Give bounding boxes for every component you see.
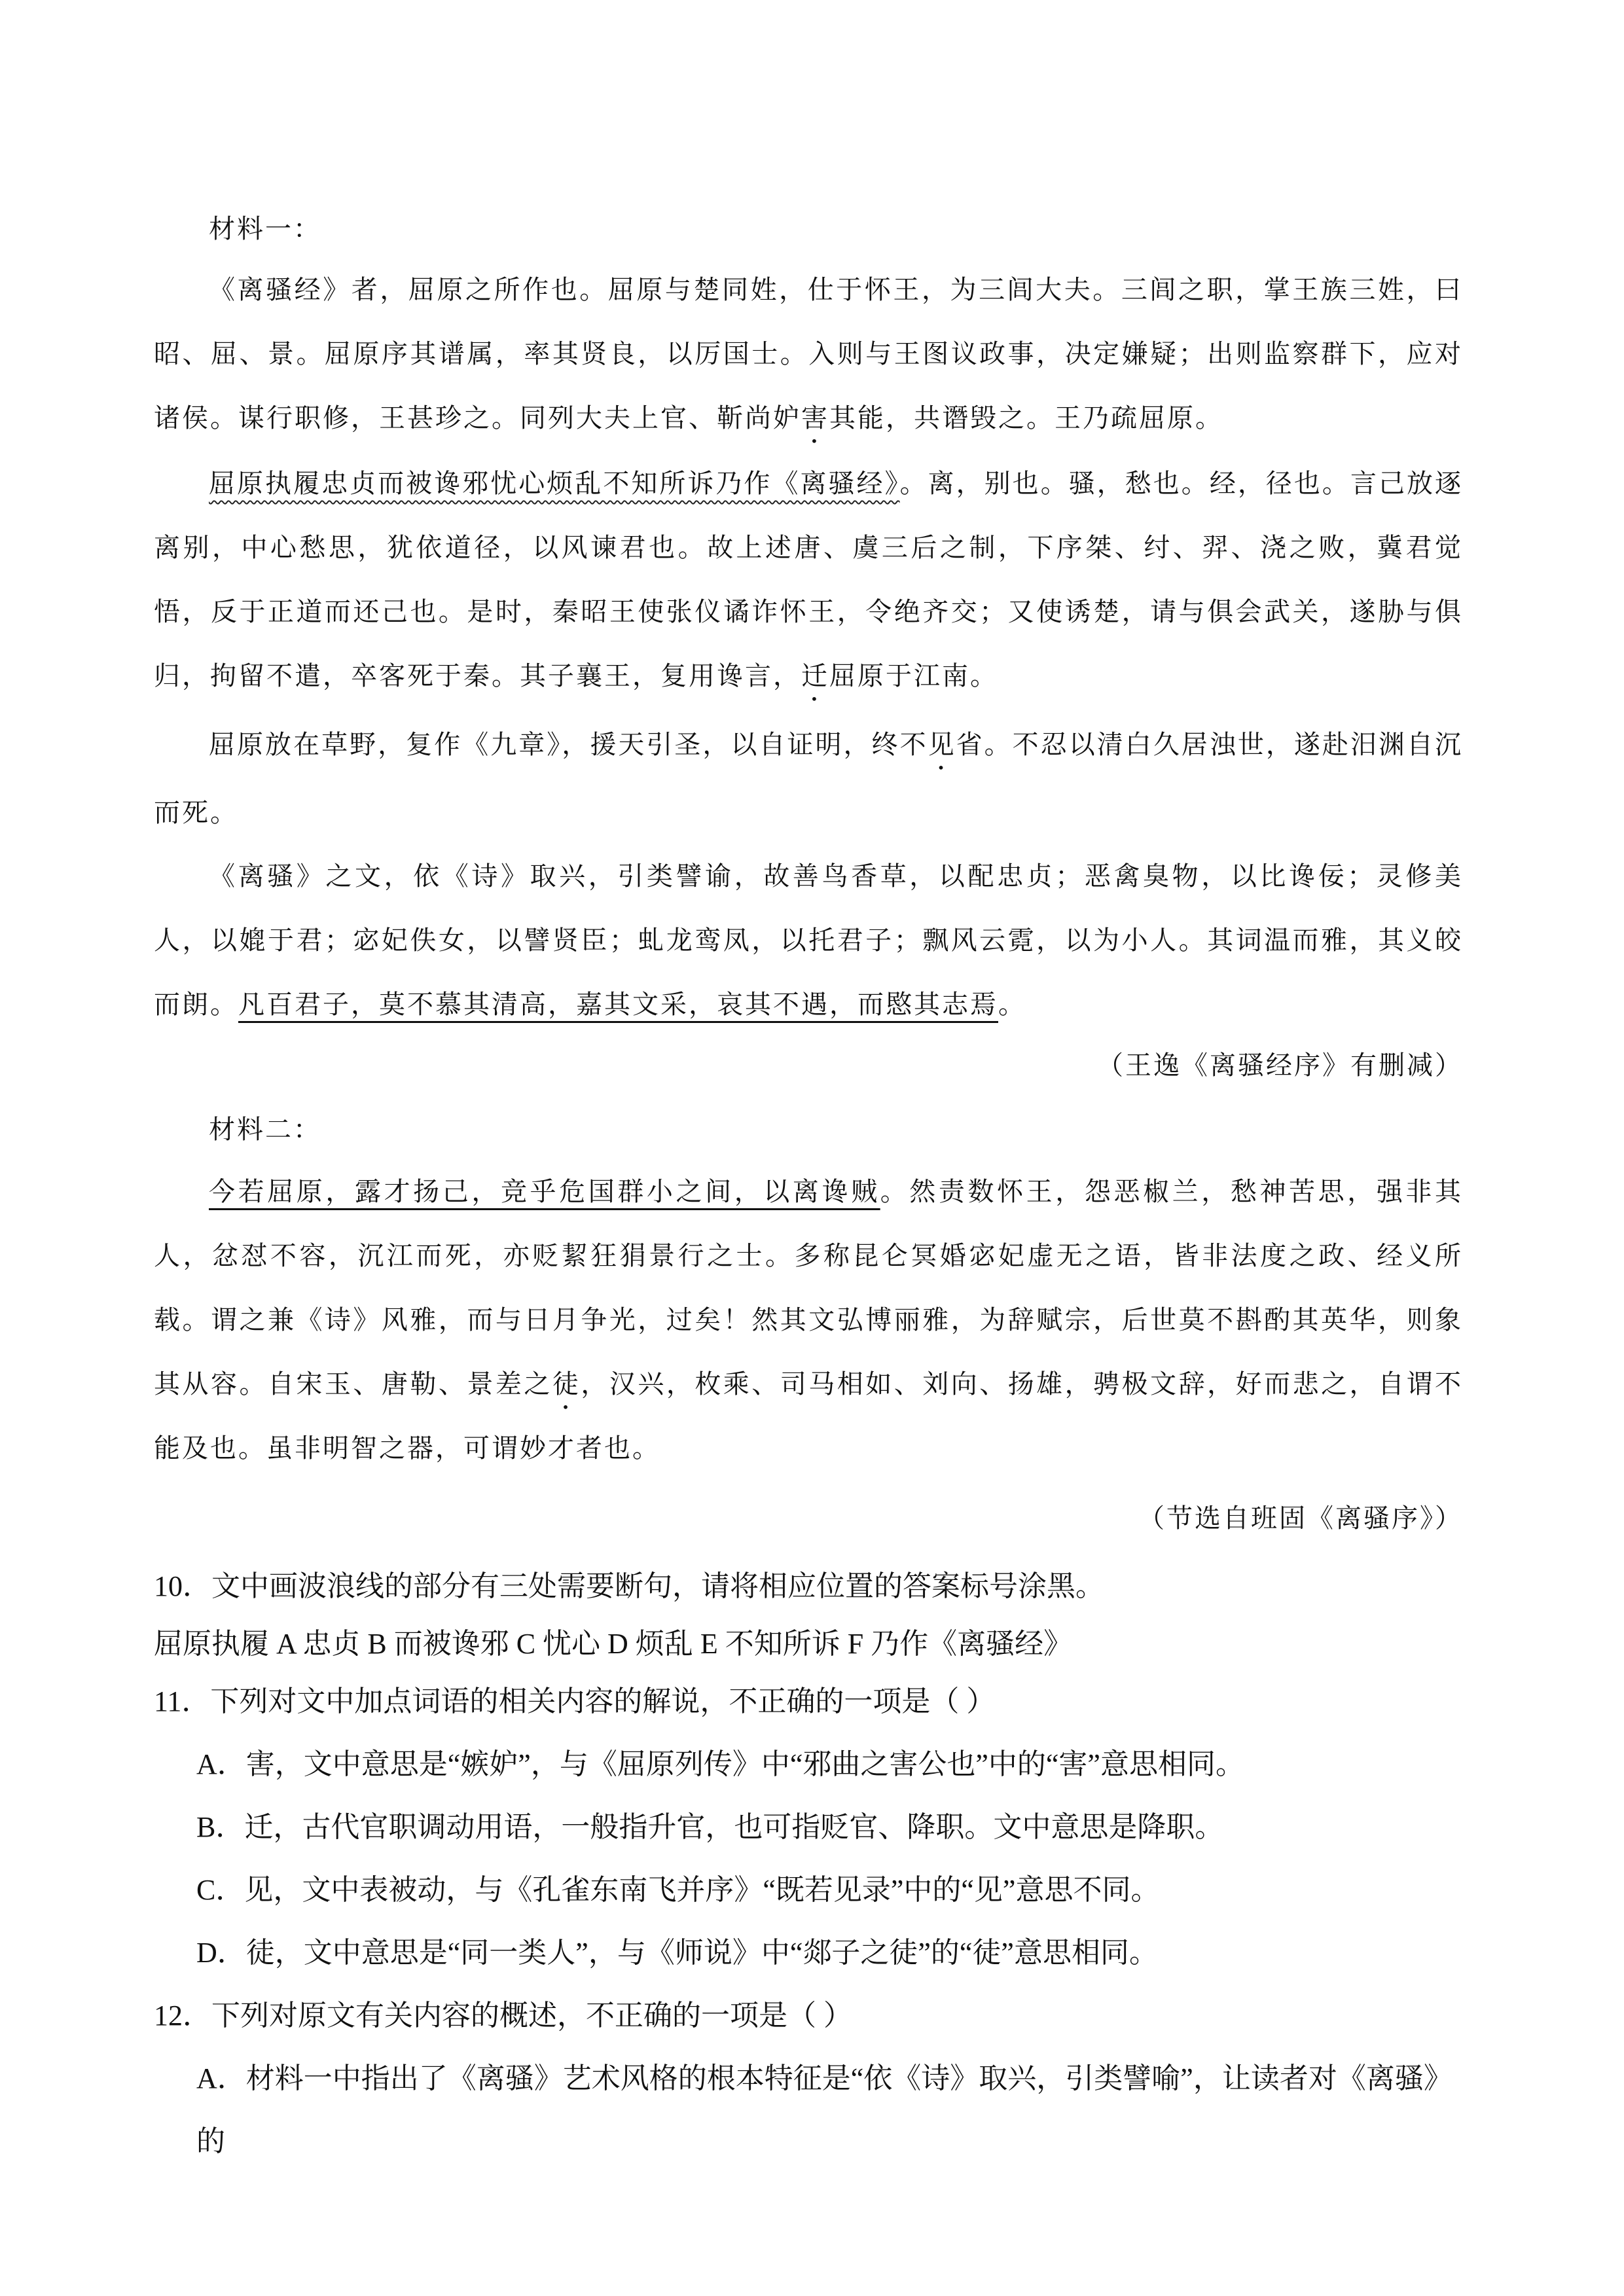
question-12-option-a: A．材料一中指出了《离骚》艺术风格的根本特征是“依《诗》取兴，引类譬喻”，让读者对《离骚》的 <box>196 2062 1453 2157</box>
material-two-paragraph: 今若屈原，露才扬己，竞乎危国群小之间，以离谗贼。然责数怀王，怨恶椒兰，愁神苦思，强非其人，忿怼不容，沉江而死，亦贬絜狂狷景行之士。多称昆仑冥婚宓妃虚无之语，皆非法度之政、经义所载。谓之兼《诗》风雅，而与日月争光，过矣！然其文弘博丽雅，为辞赋宗，后世莫不斟酌其英华，则象其从容。自宋玉、唐勒、景差之徒，汉兴，枚乘、司马相如、刘向、扬雄，骋极文辞，好而悲之，自谓不能及也。虽非明智之器，可谓妙才者也。 <box>154 1177 1464 1463</box>
underlined-sentence-two: 今若屈原，露才扬己，竞乎危国群小之间，以离谗贼 <box>209 1177 880 1207</box>
material-one-paragraph-1: 《离骚经》者，屈原之所作也。屈原与楚同姓，仕于怀王，为三闾大夫。三闾之职，掌王族三姓，曰昭、屈、景。屈原序其谱属，率其贤良，以厉国士。入则与王图议政事，决定嫌疑；出则监察群下，应对诸侯。谋行职修，王甚珍之。同列大夫上官、靳尚妒害其能，共谮毁之。王乃疏屈原。 <box>154 275 1463 433</box>
question-11: 11．下列对文中加点词语的相关内容的解说，不正确的一项是（ ） <box>154 1685 996 1717</box>
question-11-option-b: B．迁，古代官职调动用语，一般指升官，也可指贬官、降职。文中意思是降职。 <box>196 1811 1224 1843</box>
material-one-paragraph-3: 屈原放在草野，复作《九章》，援天引圣，以自证明，终不见省。不忍以清白久居浊世，遂赴汨渊自沉而死。 <box>154 730 1464 828</box>
wavy-underlined-sentence: 屈原执履忠贞而被谗邪忧心烦乱不知所诉乃作《离骚经》 <box>209 469 900 499</box>
question-11-option-d: D．徒，文中意思是“同一类人”，与《师说》中“郯子之徒”的“徒”意思相同。 <box>196 1937 1158 1969</box>
material-one-paragraph-2: 屈原执履忠贞而被谗邪忧心烦乱不知所诉乃作《离骚经》。离，别也。骚，愁也。经，径也。言己放逐离别，中心愁思，犹依道径，以风谏君也。故上述唐、虞三后之制，下序桀、纣、羿、浇之败，冀君觉悟，反于正道而还己也。是时，秦昭王使张仪谲诈怀王，令绝齐交；又使诱楚，请与俱会武关，遂胁与俱归，拘留不遣，卒客死于秦。其子襄王，复用谗言，迁屈原于江南。 <box>154 469 1464 691</box>
material-one-source: （王逸《离骚经序》有删减） <box>1097 1050 1463 1081</box>
dotted-word-hai: 害 <box>801 403 829 433</box>
underlined-sentence-one: 凡百君子，莫不慕其清高，嘉其文采，哀其不遇，而愍其志焉 <box>238 990 998 1020</box>
material-one-paragraph-4: 《离骚》之文，依《诗》取兴，引类譬谕，故善鸟香草，以配忠贞；恶禽臭物，以比谗佞；灵修美人，以媲于君；宓妃佚女，以譬贤臣；虬龙鸾凤，以托君子；飘风云霓，以为小人。其词温而雅，其义皎而朗。凡百君子，莫不慕其清高，嘉其文采，哀其不遇，而愍其志焉。 <box>154 861 1463 1020</box>
dotted-word-qian: 迁 <box>801 661 829 691</box>
question-10: 10．文中画波浪线的部分有三处需要断句，请将相应位置的答案标号涂黑。 <box>154 1570 1104 1602</box>
question-12: 12．下列对原文有关内容的概述，不正确的一项是（ ） <box>154 2000 852 2032</box>
material-two-source: （节选自班固《离骚序》） <box>1138 1503 1463 1534</box>
question-11-option-c: C．见，文中表被动，与《孔雀东南飞并序》“既若见录”中的“见”意思不同。 <box>196 1874 1160 1906</box>
dotted-word-jian: 见 <box>928 730 956 760</box>
question-11-option-a: A．害，文中意思是“嫉妒”，与《屈原列传》中“邪曲之害公也”中的“害”意思相同。 <box>196 1748 1244 1780</box>
dotted-word-tu: 徒 <box>552 1369 581 1399</box>
question-10-sentence: 屈原执履 A 忠贞 B 而被谗邪 C 忧心 D 烦乱 E 不知所诉 F 乃作《离骚经》 <box>154 1628 1073 1660</box>
material-two-label: 材料二： <box>209 1115 321 1145</box>
material-one-label: 材料一： <box>209 214 321 244</box>
